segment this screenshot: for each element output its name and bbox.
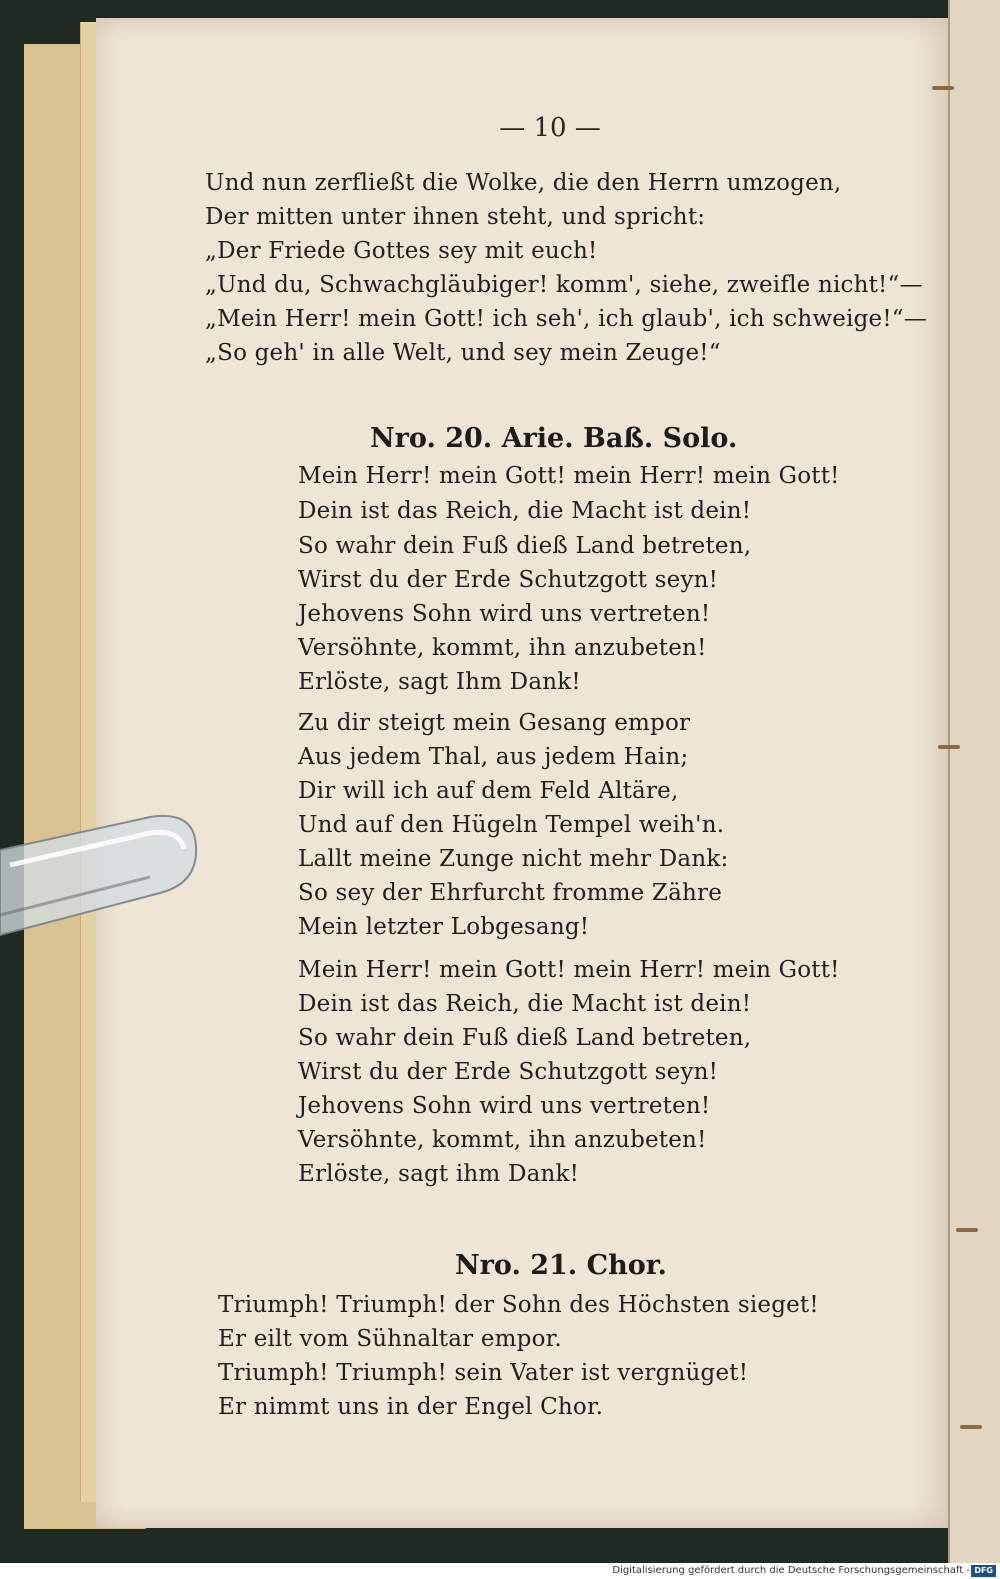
verse-line: Mein Herr! mein Gott! mein Herr! mein Gott! <box>298 957 840 983</box>
verse-line: Wirst du der Erde Schutzgott seyn! <box>298 567 719 593</box>
text-line: Der mitten unter ihnen steht, und spricht: <box>205 204 706 230</box>
verse-line: Er eilt vom Sühnaltar empor. <box>218 1326 562 1352</box>
binding-thread <box>956 1228 978 1232</box>
page-number: — 10 — <box>499 113 601 143</box>
section-heading: Nro. 21. Chor. <box>455 1250 667 1281</box>
text-line: „Mein Herr! mein Gott! ich seh', ich glaub', ich schweige!“— <box>205 306 927 332</box>
verse-line: So wahr dein Fuß dieß Land betreten, <box>298 1025 752 1051</box>
dfg-logo: DFG <box>971 1565 996 1577</box>
verse-line: Mein letzter Lobgesang! <box>298 914 590 940</box>
verse-line: Lallt meine Zunge nicht mehr Dank: <box>298 846 729 872</box>
binding-thread <box>932 86 954 90</box>
verse-line: So sey der Ehrfurcht fromme Zähre <box>298 880 723 906</box>
verse-line: Dein ist das Reich, die Macht ist dein! <box>298 498 752 524</box>
footer-bar <box>0 1563 1000 1579</box>
verse-line: Aus jedem Thal, aus jedem Hain; <box>298 744 689 770</box>
page-holder-spatula <box>0 805 200 945</box>
text-line: „Der Friede Gottes sey mit euch! <box>205 238 598 264</box>
text-line: „So geh' in alle Welt, und sey mein Zeuge!“ <box>205 340 721 366</box>
verse-line: Erlöste, sagt ihm Dank! <box>298 1161 580 1187</box>
verse-line: So wahr dein Fuß dieß Land betreten, <box>298 533 752 559</box>
verse-line: Versöhnte, kommt, ihn anzubeten! <box>298 635 707 661</box>
verse-line: Dir will ich auf dem Feld Altäre, <box>298 778 679 804</box>
facing-page-edge <box>948 0 1000 1579</box>
text-line: Und nun zerfließt die Wolke, die den Herrn umzogen, <box>205 170 842 196</box>
verse-line: Mein Herr! mein Gott! mein Herr! mein Gott! <box>298 463 840 489</box>
binding-thread <box>938 745 960 749</box>
verse-line: Er nimmt uns in der Engel Chor. <box>218 1394 604 1420</box>
verse-line: Jehovens Sohn wird uns vertreten! <box>298 601 711 627</box>
verse-line: Dein ist das Reich, die Macht ist dein! <box>298 991 752 1017</box>
footer-credit: Digitalisierung gefördert durch die Deutsche Forschungsgemeinschaft - <box>612 1565 970 1576</box>
verse-line: Erlöste, sagt Ihm Dank! <box>298 669 581 695</box>
text-line: „Und du, Schwachgläubiger! komm', siehe, zweifle nicht!“— <box>205 272 923 298</box>
binding-thread <box>960 1425 982 1429</box>
verse-line: Triumph! Triumph! sein Vater ist vergnüget! <box>218 1360 749 1386</box>
verse-line: Und auf den Hügeln Tempel weih'n. <box>298 812 725 838</box>
section-heading: Nro. 20. Arie. Baß. Solo. <box>370 423 738 454</box>
verse-line: Triumph! Triumph! der Sohn des Höchsten sieget! <box>218 1292 819 1318</box>
verse-line: Jehovens Sohn wird uns vertreten! <box>298 1093 711 1119</box>
verse-line: Zu dir steigt mein Gesang empor <box>298 710 691 736</box>
verse-line: Versöhnte, kommt, ihn anzubeten! <box>298 1127 707 1153</box>
verse-line: Wirst du der Erde Schutzgott seyn! <box>298 1059 719 1085</box>
